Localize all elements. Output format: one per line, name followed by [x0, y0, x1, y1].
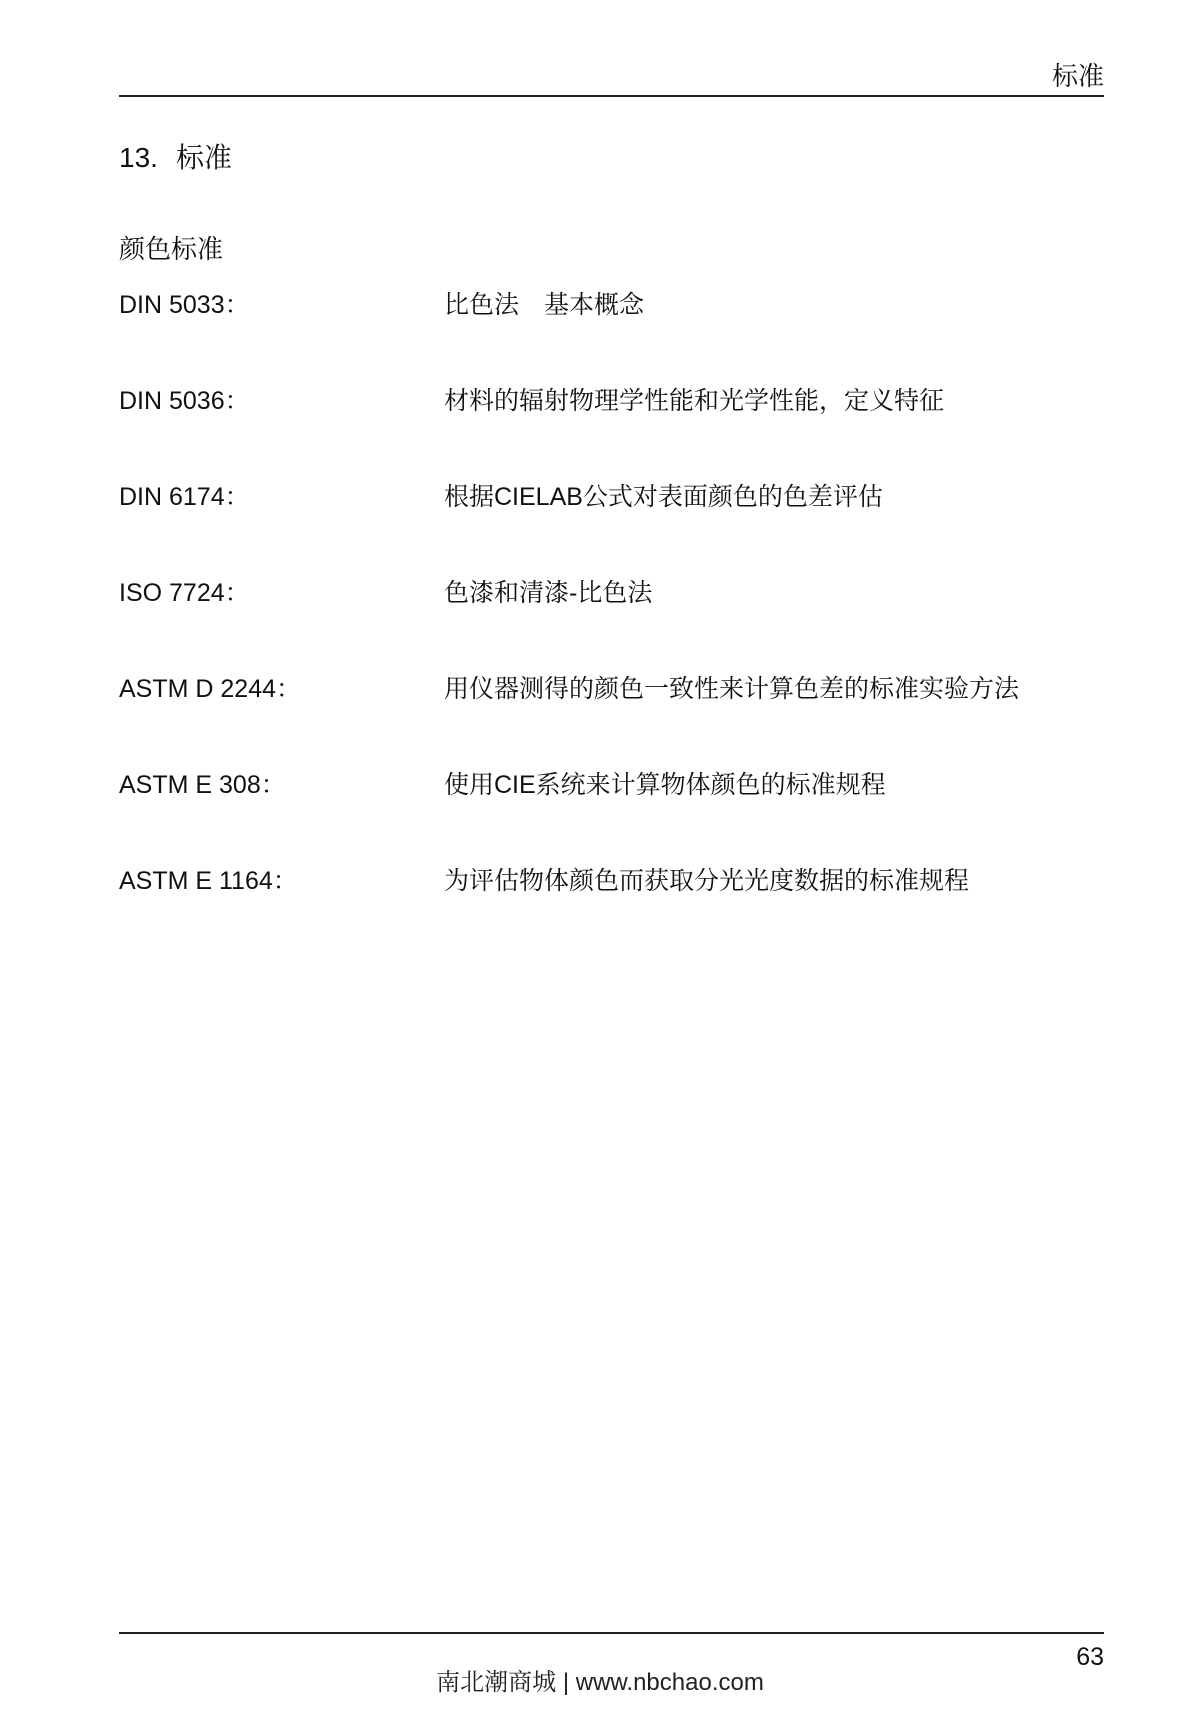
- list-item: [119, 576, 1104, 672]
- header-divider: [119, 95, 1104, 97]
- standards-list: [119, 288, 1104, 960]
- list-item: [119, 480, 1104, 576]
- standard-code: ASTM E 1164：: [119, 867, 298, 895]
- standard-description: 色漆和清漆-比色法: [444, 579, 653, 607]
- list-item: [119, 384, 1104, 480]
- footer-divider: [119, 1632, 1104, 1634]
- standard-code: DIN 6174：: [119, 483, 250, 511]
- running-header: 标准: [1051, 61, 1104, 91]
- list-item: [119, 672, 1104, 768]
- page-number: 63: [1076, 1643, 1104, 1671]
- standard-description: 使用CIE系统来计算物体颜色的标准规程: [444, 771, 886, 799]
- chapter-heading: [119, 140, 232, 176]
- list-item: [119, 288, 1104, 384]
- list-item: [119, 864, 1104, 960]
- footer-brand: 南北潮商城 | www.nbchao.com: [436, 1669, 764, 1696]
- chapter-number: 13.: [119, 142, 158, 173]
- standard-description: 为评估物体颜色而获取分光光度数据的标准规程: [444, 867, 970, 895]
- standard-code: ASTM D 2244：: [119, 675, 302, 703]
- list-item: [119, 768, 1104, 864]
- standard-description: 材料的辐射物理学性能和光学性能，定义特征: [444, 387, 945, 415]
- standard-description: 比色法 基本概念: [444, 291, 645, 319]
- standard-code: DIN 5036：: [119, 387, 250, 415]
- standard-code: ISO 7724：: [119, 579, 250, 607]
- chapter-title: 标准: [175, 142, 232, 173]
- standard-description: 用仪器测得的颜色一致性来计算色差的标准实验方法: [444, 675, 1020, 703]
- section-title: 颜色标准: [119, 234, 224, 264]
- standard-description: 根据CIELAB公式对表面颜色的色差评估: [444, 483, 883, 511]
- standard-code: ASTM E 308：: [119, 771, 286, 799]
- standard-code: DIN 5033：: [119, 291, 250, 319]
